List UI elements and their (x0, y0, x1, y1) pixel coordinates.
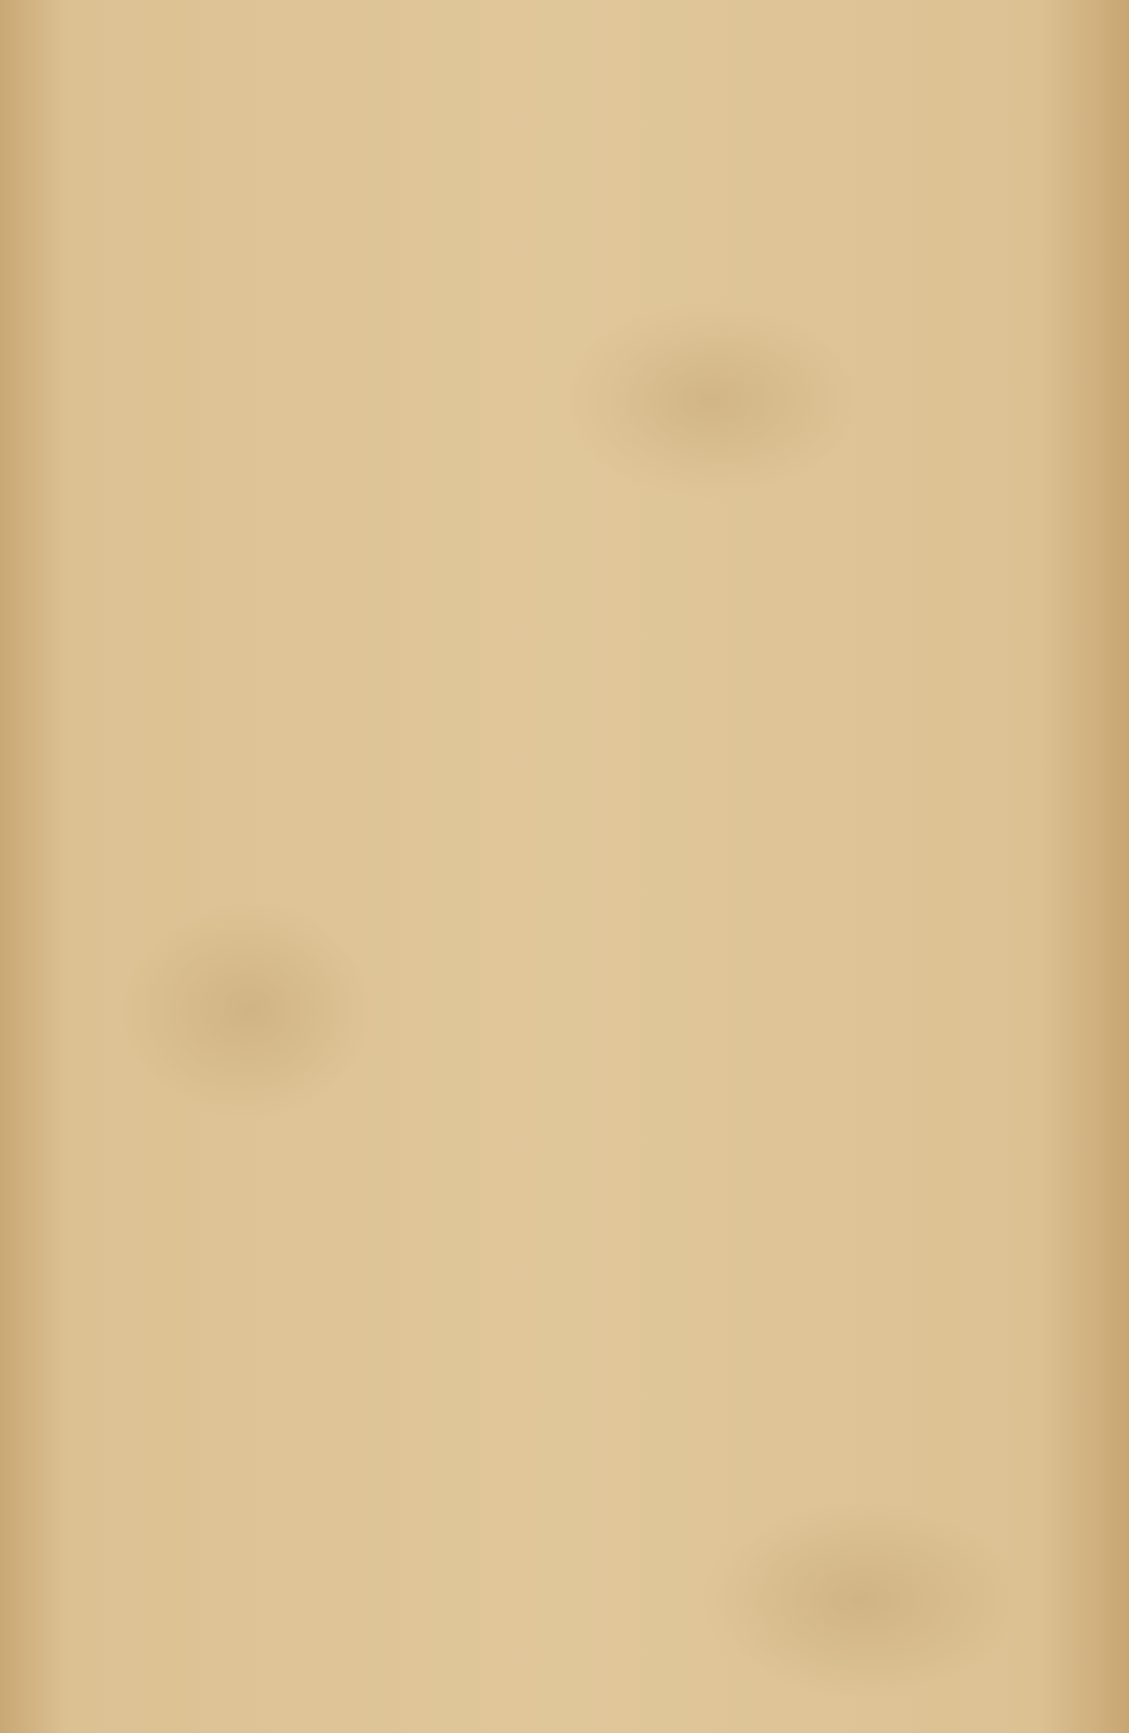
paper-stain (560, 300, 860, 500)
paper-stain (700, 1500, 1020, 1700)
paper-stain (120, 900, 380, 1120)
